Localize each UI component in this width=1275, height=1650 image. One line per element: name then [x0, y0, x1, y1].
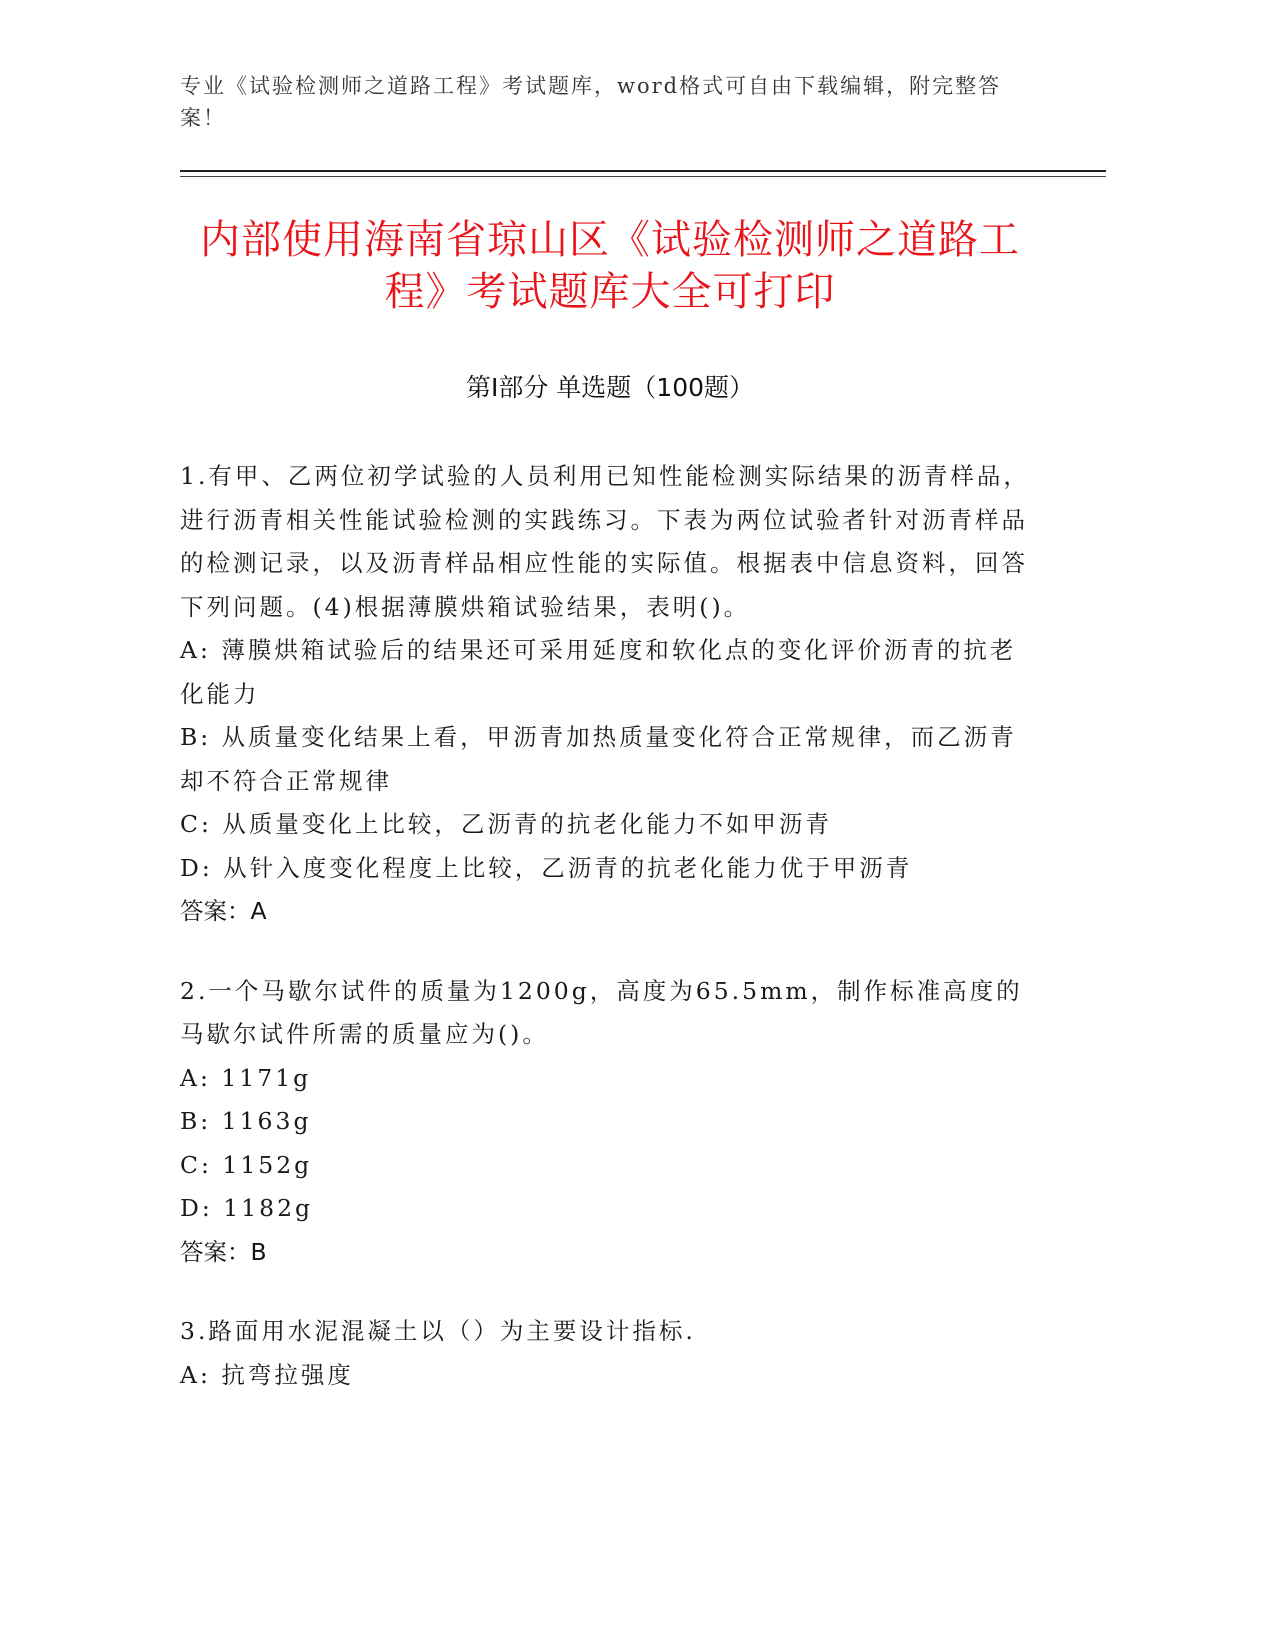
question-3	[180, 1310, 1030, 1397]
option-b: B: 1163g	[180, 1107, 312, 1135]
question-stem: 3.路面用水泥混凝土以（）为主要设计指标.	[180, 1317, 696, 1345]
section-title: 第I部分 单选题（100题）	[465, 373, 755, 402]
option-d: D: 从针入度变化程度上比较，乙沥青的抗老化能力优于甲沥青	[180, 853, 913, 882]
option-a: A: 1171g	[180, 1063, 312, 1092]
question-stem: 2.一个马歇尔试件的质量为1200g，高度为65.5mm，制作标准高度的马歇尔试件所需的质量应为()。	[180, 976, 1023, 1048]
option-a: A: 抗弯拉强度	[180, 1360, 354, 1389]
header-note: 专业《试验检测师之道路工程》考试题库，word格式可自由下载编辑，附完整答案！	[180, 74, 1002, 130]
option-c: C: 1152g	[180, 1150, 313, 1179]
question-list	[180, 455, 1030, 1433]
header-divider-thick	[180, 170, 1106, 172]
option-d: D: 1182g	[180, 1194, 314, 1222]
header-divider-thin	[180, 176, 1106, 177]
document-title: 内部使用海南省琼山区《试验检测师之道路工程》考试题库大全可打印	[200, 217, 1020, 315]
question-1	[180, 455, 1030, 934]
answer-line: 答案：A	[180, 897, 267, 925]
question-2	[180, 970, 1030, 1275]
option-b: B: 从质量变化结果上看，甲沥青加热质量变化符合正常规律，而乙沥青却不符合正常规律	[180, 723, 1017, 795]
question-stem: 1.有甲、乙两位初学试验的人员利用已知性能检测实际结果的沥青样品，进行沥青相关性能试验检测的实践练习。下表为两位试验者针对沥青样品的检测记录，以及沥青样品相应性能的实际值。根据表中信息资料，回答下列问题。(4)根据薄膜烘箱试验结果，表明()。	[180, 462, 1030, 621]
answer-line: 答案：B	[180, 1237, 267, 1266]
option-a: A: 薄膜烘箱试验后的结果还可采用延度和软化点的变化评价沥青的抗老化能力	[180, 636, 1017, 708]
option-c: C: 从质量变化上比较，乙沥青的抗老化能力不如甲沥青	[180, 810, 832, 838]
